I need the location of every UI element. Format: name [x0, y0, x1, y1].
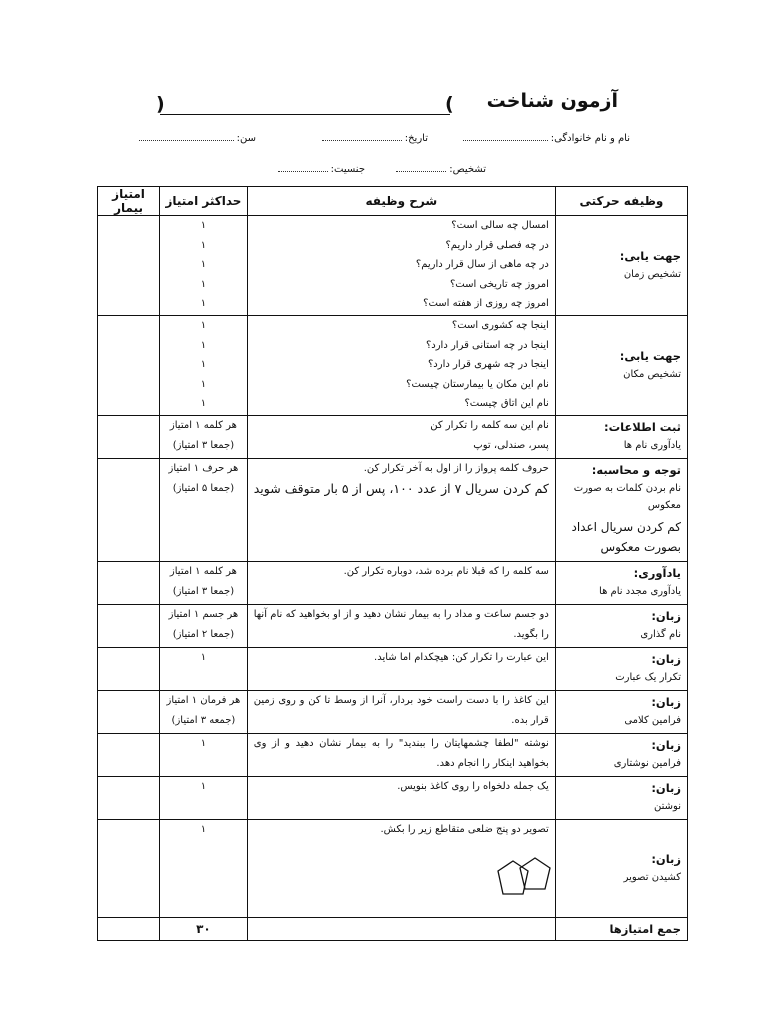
- total-blank-cell: [247, 918, 555, 941]
- max-score: ۱: [200, 320, 207, 331]
- max-score: (جمعا ۳ امتیاز): [172, 585, 235, 597]
- header-description: شرح وظیفه: [247, 187, 555, 216]
- question-line: حروف کلمه پرواز را از اول به آخر تکرار کن.: [363, 463, 549, 474]
- max-score: هر جسم ۱ امتیاز: [168, 609, 239, 620]
- table-row: [98, 648, 688, 691]
- question-line: در چه فصلی قرار داریم؟: [445, 239, 549, 251]
- task-subheading: یادآوری مجدد نام ها: [599, 586, 681, 597]
- max-score-cell: [160, 216, 248, 316]
- date-field[interactable]: [319, 131, 428, 144]
- task-cell: [555, 734, 687, 777]
- max-score: ۱: [200, 239, 207, 251]
- task-heading: زبان:: [651, 851, 681, 866]
- task-subheading: نوشتن: [654, 801, 681, 812]
- question-line: این عبارت را تکرار کن: هیچکدام اما شاید.: [374, 652, 549, 663]
- patient-score-cell[interactable]: [98, 777, 160, 820]
- diagnosis-blank[interactable]: [396, 162, 446, 172]
- task-cell: [555, 416, 687, 459]
- max-score-cell: [160, 605, 248, 648]
- total-label: جمع امتیازها: [555, 918, 687, 941]
- task-heading: ثبت اطلاعات:: [603, 420, 681, 434]
- patient-score-cell[interactable]: [98, 416, 160, 459]
- table-row: [98, 734, 688, 777]
- patient-score-cell[interactable]: [98, 459, 160, 562]
- table-row: [98, 416, 688, 459]
- max-score: ۱: [200, 339, 207, 351]
- max-score-cell: [160, 316, 248, 416]
- max-score: (جمعه ۳ امتیاز): [171, 714, 236, 726]
- max-score: (جمعا ۵ امتیاز): [172, 482, 235, 494]
- max-score: ۱: [200, 378, 207, 390]
- task-heading: زبان:: [651, 609, 681, 623]
- question-line: این کاغذ را با دست راست خود بردار، آنرا از وسط تا کن و روی زمین قرار بده.: [253, 695, 549, 726]
- age-blank[interactable]: [139, 131, 234, 141]
- patient-score-cell[interactable]: [98, 820, 160, 918]
- patient-score-cell[interactable]: [98, 605, 160, 648]
- max-score-cell: [160, 820, 248, 918]
- form-title: آزمون شناخت: [486, 90, 618, 112]
- max-score: (جمعا ۳ امتیاز): [172, 439, 235, 451]
- max-score-cell: [160, 691, 248, 734]
- patient-score-cell[interactable]: [98, 316, 160, 416]
- description-cell: [247, 820, 555, 918]
- task-heading: یادآوری:: [633, 566, 681, 580]
- name-blank[interactable]: [463, 131, 548, 141]
- question-line: در چه ماهی از سال قرار داریم؟: [415, 259, 549, 270]
- max-score: ۱: [200, 298, 207, 309]
- diagnosis-field[interactable]: [393, 162, 486, 175]
- task-subheading: نام گذاری: [640, 629, 681, 640]
- question-line: یک جمله دلخواه را روی کاغذ بنویس.: [397, 781, 549, 792]
- task-heading: زبان:: [651, 695, 681, 709]
- question-line: امسال چه سالی است؟: [451, 220, 549, 231]
- max-score-cell: [160, 648, 248, 691]
- max-score: هر کلمه ۱ امتیاز: [169, 566, 237, 577]
- task-subheading: تشخیص زمان: [623, 268, 681, 280]
- max-score-cell: [160, 416, 248, 459]
- max-score: ۱: [200, 278, 207, 290]
- task-heading: زبان:: [651, 652, 681, 666]
- question-line: امروز چه روزی از هفته است؟: [423, 298, 549, 309]
- question-line: نام این مکان یا بیمارستان چیست؟: [406, 378, 549, 390]
- question-line: نام این سه کلمه را تکرار کن: [430, 420, 549, 431]
- table-row: [98, 605, 688, 648]
- max-score: ۱: [200, 220, 207, 231]
- task-subheading: تشخیص مکان: [623, 368, 681, 380]
- task-heading: جهت یابی:: [619, 348, 681, 363]
- table-row: [98, 316, 688, 416]
- task-subheading: فرامین نوشتاری: [613, 758, 681, 769]
- patient-score-cell[interactable]: [98, 216, 160, 316]
- table-row: [98, 562, 688, 605]
- date-label: تاریخ:: [404, 133, 428, 144]
- header-patient-score: امتیاز بیمار: [98, 187, 160, 216]
- max-score: هر حرف ۱ امتیاز: [168, 463, 239, 474]
- total-max-score: ۳۰: [160, 918, 248, 941]
- task-heading: زبان:: [651, 781, 681, 795]
- task-cell: [555, 459, 687, 562]
- paren-close: ): [156, 93, 165, 115]
- max-score: ۱: [200, 738, 207, 749]
- name-label: نام و نام خانوادگی:: [550, 133, 630, 144]
- question-line: کم کردن سریال ۷ از عدد ۱۰۰، پس از ۵ بار متوقف شوید: [253, 480, 549, 496]
- title-blank-line[interactable]: [160, 114, 450, 115]
- description-cell: [247, 605, 555, 648]
- max-score: (جمعا ۲ امتیاز): [172, 628, 235, 640]
- question-line: نوشته "لطفا چشمهایتان را ببندید" را به بیمار نشان دهید و از وی بخواهید اینکار را انجام دهد.: [253, 738, 549, 769]
- table-header-row: [98, 187, 688, 216]
- question-line: اینجا چه کشوری است؟: [451, 320, 549, 331]
- task-subheading: تکرار یک عبارت: [615, 672, 681, 683]
- task-cell: [555, 691, 687, 734]
- max-score: هر فرمان ۱ امتیاز: [166, 695, 241, 706]
- question-line: دو جسم ساعت و مداد را به بیمار نشان دهید و از او بخواهید که نام آنها را بگوید.: [253, 609, 549, 640]
- max-score: ۱: [200, 652, 207, 663]
- task-cell: [555, 316, 687, 416]
- date-blank[interactable]: [322, 131, 402, 141]
- gender-field[interactable]: [275, 162, 365, 175]
- table-row: [98, 691, 688, 734]
- description-cell: [247, 459, 555, 562]
- max-score-cell: [160, 459, 248, 562]
- table-row: [98, 777, 688, 820]
- max-score: ۱: [200, 359, 207, 370]
- question-line: تصویر دو پنج ضلعی متقاطع زیر را بکش.: [380, 824, 549, 835]
- question-line: اینجا در چه استانی قرار دارد؟: [425, 339, 549, 351]
- max-score: ۱: [200, 398, 207, 409]
- max-score: هر کلمه ۱ امتیاز: [169, 420, 237, 431]
- header-max-score: حداکثر امتیاز: [160, 187, 248, 216]
- task-heading: جهت یابی:: [619, 248, 681, 263]
- max-score-cell: [160, 562, 248, 605]
- question-line: امروز چه تاریخی است؟: [449, 278, 549, 290]
- task-subheading: کشیدن تصویر: [623, 871, 681, 883]
- diagnosis-label: تشخیص:: [449, 164, 486, 175]
- question-line: نام این اتاق چیست؟: [464, 398, 549, 409]
- name-field[interactable]: [460, 131, 630, 144]
- age-field[interactable]: [136, 131, 256, 144]
- gender-blank[interactable]: [278, 162, 328, 172]
- description-cell: [247, 416, 555, 459]
- table-row: [98, 459, 688, 562]
- task-cell: [555, 777, 687, 820]
- description-cell: [247, 691, 555, 734]
- patient-score-cell[interactable]: [98, 734, 160, 777]
- description-cell: [247, 316, 555, 416]
- task-subheading: نام بردن کلمات به صورت معکوس: [573, 483, 681, 511]
- total-row: [98, 918, 688, 941]
- patient-score-cell[interactable]: [98, 562, 160, 605]
- max-score-cell: [160, 777, 248, 820]
- description-cell: [247, 562, 555, 605]
- question-line: پسر، صندلی، توپ: [473, 439, 549, 451]
- question-line: اینجا در چه شهری قرار دارد؟: [427, 359, 549, 370]
- description-cell: [247, 777, 555, 820]
- max-score: ۱: [200, 259, 207, 270]
- description-cell: [247, 648, 555, 691]
- task-subheading: فرامین کلامی: [624, 715, 681, 726]
- task-subheading: یادآوری نام ها: [623, 440, 681, 451]
- description-cell: [247, 216, 555, 316]
- task-cell: [555, 648, 687, 691]
- task-cell: [555, 562, 687, 605]
- question-line: سه کلمه را که قبلا نام برده شد، دوباره تکرار کن.: [343, 566, 549, 577]
- total-patient-score-cell[interactable]: [98, 918, 160, 941]
- task-heading: توجه و محاسبه:: [591, 463, 681, 477]
- description-cell: [247, 734, 555, 777]
- task-cell: [555, 820, 687, 918]
- max-score: ۱: [200, 824, 207, 835]
- table-row: [98, 216, 688, 316]
- max-score-cell: [160, 734, 248, 777]
- cognitive-test-table: [97, 186, 688, 941]
- task-subheading: کم کردن سریال اعداد بصورت معکوس: [571, 520, 681, 554]
- header-task: وظیفه حرکتی: [555, 187, 687, 216]
- intersecting-pentagons-figure: [495, 856, 555, 900]
- task-cell: [555, 216, 687, 316]
- patient-score-cell[interactable]: [98, 691, 160, 734]
- max-score: ۱: [200, 781, 207, 792]
- patient-score-cell[interactable]: [98, 648, 160, 691]
- task-heading: زبان:: [651, 738, 681, 752]
- paren-open: (: [445, 93, 454, 115]
- gender-label: جنسیت:: [330, 164, 365, 175]
- task-cell: [555, 605, 687, 648]
- table-row: [98, 820, 688, 918]
- age-label: سن:: [236, 133, 256, 144]
